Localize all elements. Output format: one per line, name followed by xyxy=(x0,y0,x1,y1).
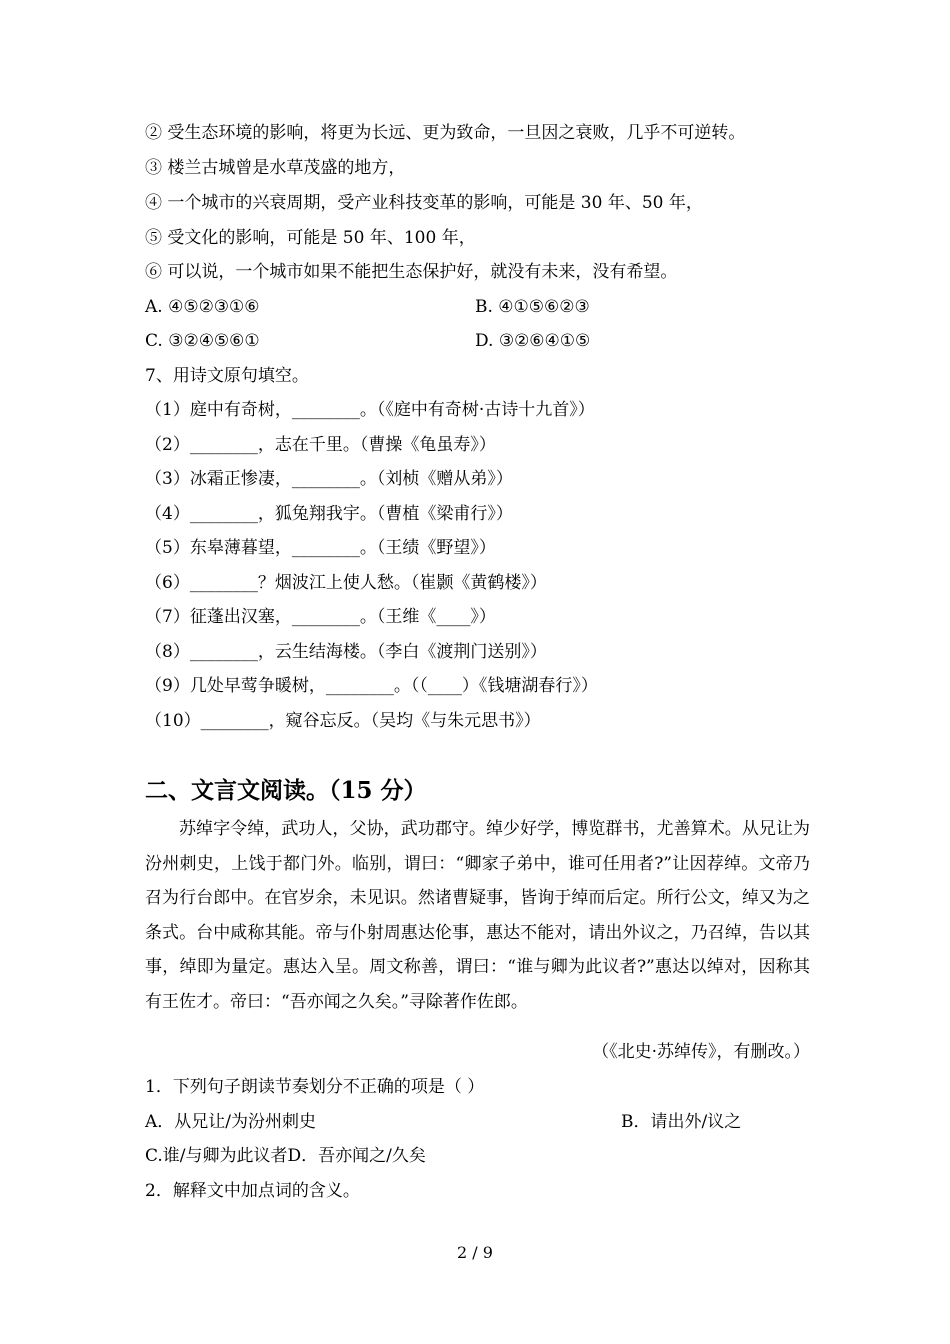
fill-blank-item: （8）________，云生结海楼。（李白《渡荆门送别》） xyxy=(145,642,547,662)
passage-text: 苏绰字令绰，武功人，父协，武功郡守。绰少好学，博览群书，尤善算术。从兄让为汾州刺史，上饯于都门外。临别，谓曰：“卿家子弟中，谁可任用者?”让因荐绰。文帝乃召为行台郎中。在官岁余，未 xyxy=(145,819,810,909)
fill-blank-item: （2）________，志在千里。（曹操《龟虽寿》） xyxy=(145,435,496,455)
fill-blank-item: （9）几处早莺争暖树，________。（（____）《钱塘湖春行》） xyxy=(145,676,598,696)
choice-row-ab xyxy=(145,296,590,318)
page-number: 2 / 9 xyxy=(457,1243,493,1262)
passage-source: （《北史·苏绰传》，有删改。） xyxy=(592,1042,810,1062)
option-statement-6: ⑥ 可以说，一个城市如果不能把生态保护好，就没有未来，没有希望。 xyxy=(145,262,678,282)
choice-d: D. ③②⑥④①⑤ xyxy=(475,331,591,351)
answer-b: B．请出外/议之 xyxy=(621,1112,742,1132)
question-2: 2．解释文中加点词的含义。 xyxy=(145,1181,360,1201)
fill-blank-item: （3）冰霜正惨凄，________。（刘桢《赠从弟》） xyxy=(145,469,513,489)
question-1: 1．下列句子朗读节奏划分不正确的项是（ ） xyxy=(145,1077,485,1097)
fill-blank-item: （10）________，窥谷忘反。（吴均《与朱元思书》） xyxy=(145,711,541,731)
choice-row-cd xyxy=(145,330,591,352)
dotted-word: 见 · xyxy=(367,888,384,908)
passage-text: 识。然诸曹疑事，皆询于绰而后定。所行公文，绰又为之条式。台中 xyxy=(145,888,811,943)
option-statement-4: ④ 一个城市的兴衰周期，受产业科技变革的影响，可能是 30 年、50 年， xyxy=(145,193,703,213)
fill-blank-item: （5）东皋薄暮望，________。（王绩《野望》） xyxy=(145,538,496,558)
classical-passage xyxy=(145,812,810,1020)
question-7-title: 7、用诗文原句填空。 xyxy=(145,366,309,386)
dotted-word: 咸 · xyxy=(230,923,247,943)
answer-row-ab xyxy=(145,1111,742,1133)
section-heading: 二、文言文阅读。（15 分） xyxy=(145,777,427,804)
option-statement-2: ② 受生态环境的影响，将更为长远、更为致命，一旦因之衰败，几乎不可逆转。 xyxy=(145,123,746,143)
fill-blank-item: （1）庭中有奇树，________。（《庭中有奇树·古诗十九首》） xyxy=(145,400,595,420)
passage-text: 称其能。帝与仆射周惠达伦事，惠达不能对，请出外议之，乃召绰，告以其事，绰即为量定。惠达入呈。周文称善，谓曰：“谁与卿为此议者?”惠达以绰对，因称其有王佐才。帝曰：“吾亦闻之久矣。” xyxy=(145,922,811,1012)
answer-row-cd: C.谁/与卿为此议者D．吾亦闻之/久矣 xyxy=(145,1146,426,1166)
choice-c: C. ③②④⑤⑥① xyxy=(145,331,260,351)
dotted-word: 寻 · xyxy=(409,992,426,1012)
passage-text: 除著作佐郎。 xyxy=(425,991,528,1012)
fill-blank-item: （6）________？烟波江上使人愁。（崔颢《黄鹤楼》） xyxy=(145,573,547,593)
fill-blank-item: （7）征蓬出汉塞，________。（王维《____》） xyxy=(145,607,496,627)
choice-a: A. ④⑤②③①⑥ xyxy=(145,297,260,317)
option-statement-5: ⑤ 受文化的影响，可能是 50 年、100 年， xyxy=(145,228,476,248)
choice-b: B. ④①⑤⑥②③ xyxy=(475,297,590,317)
answer-a: A．从兄让/为汾州刺史 xyxy=(145,1112,317,1132)
option-statement-3: ③ 楼兰古城曾是水草茂盛的地方， xyxy=(145,158,406,178)
fill-blank-item: （4）________，狐兔翔我宇。（曹植《梁甫行》） xyxy=(145,504,513,524)
